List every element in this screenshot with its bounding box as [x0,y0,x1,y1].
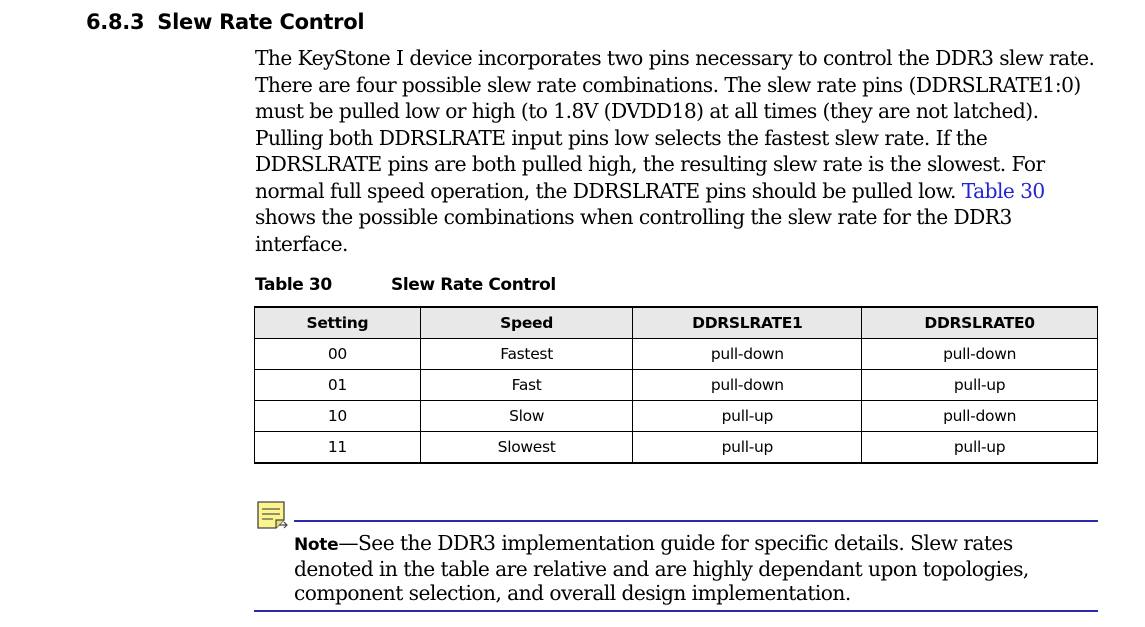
note-label: Note [294,535,339,555]
cell-speed: Fastest [420,339,633,370]
cell-ddrslrate1: pull-down [633,339,862,370]
cell-setting: 11 [255,432,421,464]
paragraph-line: Pulling both DDRSLRATE input pins low selects the fastest slew rate. If the [255,125,988,150]
note-line [294,531,1094,557]
cell-ddrslrate1: pull-up [633,401,862,432]
table-row [255,432,1098,464]
cell-ddrslrate0: pull-down [862,401,1098,432]
cell-speed: Slowest [420,432,633,464]
paragraph-line: The KeyStone I device incorporates two pins necessary to control the DDR3 slew rate. [255,46,1095,70]
note-bottom-rule [254,610,1098,612]
paragraph-line [255,178,1135,205]
note-top-rule [294,520,1098,522]
cell-setting: 10 [255,401,421,432]
paragraph-line: There are four possible slew rate combinations. The slew rate pins (DDRSLRATE1:0) [255,72,1081,97]
cell-speed: Fast [420,370,633,401]
cell-ddrslrate0: pull-up [862,432,1098,464]
table-caption-number: Table 30 [255,275,332,295]
cell-ddrslrate1: pull-down [633,370,862,401]
note-line: component selection, and overall design implementation. [294,581,851,605]
cell-ddrslrate0: pull-up [862,370,1098,401]
cell-ddrslrate1: pull-up [633,432,862,464]
note-line: denoted in the table are relative and are highly dependant upon topologies, [294,557,1029,581]
note-icon [256,500,290,534]
note-block [294,531,1094,605]
cell-setting: 01 [255,370,421,401]
cell-ddrslrate0: pull-down [862,339,1098,370]
paragraph-line: shows the possible combinations when controlling the slew rate for the DDR3 [255,205,1012,229]
header-setting: Setting [255,307,421,339]
section-title: Slew Rate Control [157,10,365,34]
section-heading [86,10,364,34]
header-ddrslrate0: DDRSLRATE0 [862,307,1098,339]
header-ddrslrate1: DDRSLRATE1 [633,307,862,339]
table-30-link[interactable]: Table 30 [961,178,1045,203]
paragraph-text: normal full speed operation, the DDRSLRATE pins should be pulled low. [255,178,962,203]
cell-setting: 00 [255,339,421,370]
cell-speed: Slow [420,401,633,432]
paragraph-line: DDRSLRATE pins are both pulled high, the resulting slew rate is the slowest. For [255,152,1045,176]
slew-rate-table [254,306,1098,464]
table-row [255,339,1098,370]
table-caption [255,275,556,295]
table-caption-title: Slew Rate Control [391,275,556,295]
note-text: —See the DDR3 implementation guide for specific details. Slew rates [338,531,1013,555]
section-number: 6.8.3 [86,10,145,34]
paragraph-line: must be pulled low or high (to 1.8V (DVDD18) at all times (they are not latched). [255,99,1039,123]
body-paragraph [255,45,1135,257]
table-row [255,370,1098,401]
table-row [255,401,1098,432]
header-speed: Speed [420,307,633,339]
paragraph-line: interface. [255,231,348,256]
table-header-row [255,307,1098,339]
